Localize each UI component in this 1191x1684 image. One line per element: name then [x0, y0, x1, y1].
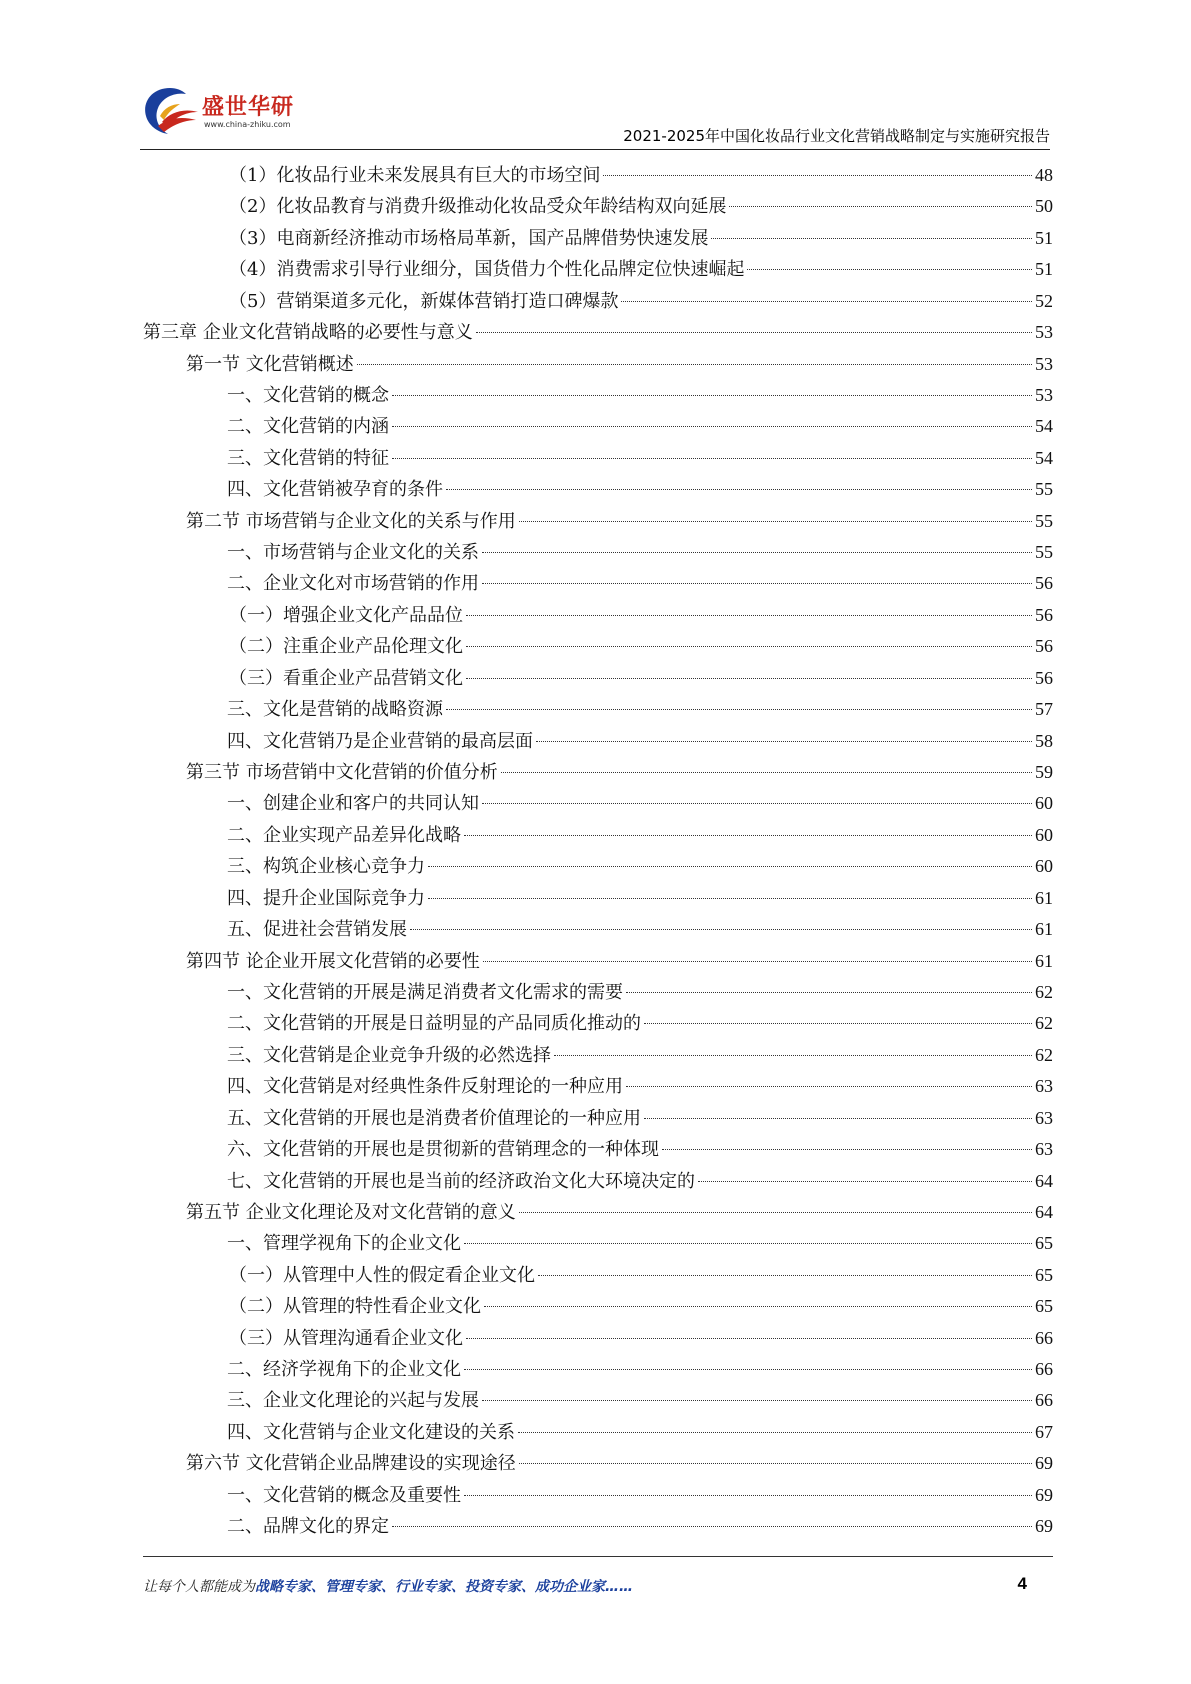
toc-entry-title: 第六节 文化营销企业品牌建设的实现途径 [186, 1453, 516, 1475]
toc-entry[interactable] [143, 820, 1053, 851]
toc-entry[interactable] [143, 1417, 1053, 1448]
toc-entry-title: 四、文化营销是对经典性条件反射理论的一种应用 [227, 1076, 623, 1098]
toc-entry-title: （一）增强企业文化产品品位 [229, 604, 463, 626]
toc-dot-leader [464, 1369, 1032, 1370]
toc-entry[interactable] [143, 1511, 1053, 1542]
toc-entry-page: 51 [1035, 227, 1053, 248]
toc-entry[interactable] [143, 883, 1053, 914]
toc-dot-leader [482, 552, 1032, 553]
toc-entry-page: 62 [1035, 1013, 1053, 1034]
toc-dot-leader [662, 1149, 1032, 1150]
toc-entry[interactable] [143, 1385, 1053, 1416]
toc-entry[interactable] [143, 568, 1053, 599]
toc-entry-title: 一、文化营销的概念 [227, 384, 389, 406]
footer-divider [143, 1556, 1053, 1557]
toc-entry[interactable] [143, 474, 1053, 505]
footer-slogan [143, 1576, 633, 1596]
toc-entry[interactable] [143, 1134, 1053, 1165]
toc-entry[interactable] [143, 349, 1053, 380]
toc-entry[interactable] [143, 631, 1053, 662]
toc-entry-title: 一、创建企业和客户的共同认知 [227, 793, 479, 815]
toc-dot-leader [519, 1212, 1032, 1213]
toc-dot-leader [446, 489, 1032, 490]
toc-entry-page: 55 [1035, 479, 1053, 500]
toc-dot-leader [392, 1526, 1032, 1527]
toc-entry-page: 67 [1035, 1421, 1053, 1442]
toc-dot-leader [536, 741, 1032, 742]
toc-dot-leader [357, 364, 1032, 365]
toc-entry-page: 63 [1035, 1139, 1053, 1160]
toc-entry-title: 一、文化营销的概念及重要性 [227, 1484, 461, 1506]
toc-entry-title: 二、经济学视角下的企业文化 [227, 1359, 461, 1381]
toc-entry[interactable] [143, 1103, 1053, 1134]
toc-entry-title: 四、文化营销与企业文化建设的关系 [227, 1421, 515, 1443]
toc-entry[interactable] [143, 1448, 1053, 1479]
toc-dot-leader [466, 646, 1032, 647]
toc-entry[interactable] [143, 1166, 1053, 1197]
page-number: 4 [1017, 1574, 1027, 1593]
toc-entry-page: 65 [1035, 1264, 1053, 1285]
header-divider [140, 149, 1050, 150]
toc-entry-page: 64 [1035, 1201, 1053, 1222]
toc-dot-leader [484, 1306, 1032, 1307]
toc-dot-leader [518, 1432, 1032, 1433]
slogan-prefix: 让每个人都能成为 [143, 1579, 255, 1595]
toc-entry[interactable] [143, 1040, 1053, 1071]
toc-entry-page: 55 [1035, 510, 1053, 531]
toc-entry[interactable] [143, 380, 1053, 411]
toc-dot-leader [464, 835, 1032, 836]
toc-entry-page: 53 [1035, 353, 1053, 374]
toc-entry-page: 66 [1035, 1390, 1053, 1411]
toc-dot-leader [554, 1055, 1032, 1056]
toc-entry-title: 一、市场营销与企业文化的关系 [227, 542, 479, 564]
toc-entry-title: 五、文化营销的开展也是消费者价值理论的一种应用 [227, 1107, 641, 1129]
toc-entry-page: 60 [1035, 824, 1053, 845]
document-title: 2021-2025年中国化妆品行业文化营销战略制定与实施研究报告 [623, 127, 1050, 145]
toc-entry[interactable] [143, 914, 1053, 945]
toc-dot-leader [466, 615, 1032, 616]
toc-entry-page: 52 [1035, 290, 1053, 311]
toc-dot-leader [410, 929, 1032, 930]
toc-entry[interactable] [143, 254, 1053, 285]
table-of-contents [143, 160, 1053, 1543]
toc-entry-title: 第三节 市场营销中文化营销的价值分析 [186, 762, 498, 784]
toc-entry-page: 69 [1035, 1516, 1053, 1537]
toc-entry-page: 57 [1035, 699, 1053, 720]
toc-entry-page: 50 [1035, 196, 1053, 217]
toc-entry-title: （三）看重企业产品营销文化 [229, 667, 463, 689]
toc-entry-title: （二）注重企业产品伦理文化 [229, 636, 463, 658]
toc-entry-title: 四、文化营销被孕育的条件 [227, 479, 443, 501]
toc-entry-title: （5）营销渠道多元化，新媒体营销打造口碑爆款 [229, 290, 619, 312]
toc-entry-page: 54 [1035, 416, 1053, 437]
toc-entry-page: 64 [1035, 1170, 1053, 1191]
logo-name: 盛世华研 [202, 95, 295, 120]
toc-entry-title: 二、文化营销的开展是日益明显的产品同质化推动的 [227, 1013, 641, 1035]
toc-entry-page: 51 [1035, 259, 1053, 280]
toc-entry-title: 一、管理学视角下的企业文化 [227, 1233, 461, 1255]
toc-dot-leader [644, 1023, 1032, 1024]
toc-entry-title: 三、文化营销的特征 [227, 447, 389, 469]
toc-dot-leader [482, 583, 1032, 584]
company-logo [140, 80, 310, 140]
toc-entry[interactable] [143, 1197, 1053, 1228]
toc-entry-title: （3）电商新经济推动市场格局革新，国产品牌借势快速发展 [229, 227, 709, 249]
toc-entry[interactable] [143, 1291, 1053, 1322]
toc-entry[interactable] [143, 663, 1053, 694]
toc-entry-page: 62 [1035, 981, 1053, 1002]
toc-entry[interactable] [143, 286, 1053, 317]
toc-dot-leader [464, 1495, 1032, 1496]
toc-entry-page: 66 [1035, 1359, 1053, 1380]
toc-dot-leader [392, 426, 1032, 427]
toc-entry[interactable] [143, 788, 1053, 819]
toc-entry-title: （二）从管理的特性看企业文化 [229, 1296, 481, 1318]
toc-entry-page: 60 [1035, 793, 1053, 814]
toc-dot-leader [446, 709, 1032, 710]
page-header [140, 80, 1050, 150]
logo-swoosh-icon [140, 82, 202, 138]
toc-entry-page: 48 [1035, 165, 1053, 185]
toc-entry-title: 三、企业文化理论的兴起与发展 [227, 1390, 479, 1412]
toc-dot-leader [603, 175, 1032, 176]
toc-entry-page: 59 [1035, 762, 1053, 783]
toc-entry-page: 62 [1035, 1044, 1053, 1065]
toc-entry[interactable] [143, 191, 1053, 222]
toc-dot-leader [392, 458, 1032, 459]
toc-entry-title: 四、提升企业国际竞争力 [227, 887, 425, 909]
toc-dot-leader [466, 678, 1032, 679]
toc-dot-leader [501, 772, 1032, 773]
toc-dot-leader [428, 866, 1032, 867]
toc-entry-page: 55 [1035, 542, 1053, 563]
toc-entry[interactable] [143, 443, 1053, 474]
toc-entry-page: 56 [1035, 573, 1053, 594]
toc-entry-title: 第二节 市场营销与企业文化的关系与作用 [186, 510, 516, 532]
toc-entry[interactable] [143, 757, 1053, 788]
toc-entry[interactable] [143, 411, 1053, 442]
toc-entry[interactable] [143, 317, 1053, 348]
toc-dot-leader [519, 1463, 1032, 1464]
toc-entry[interactable] [143, 1323, 1053, 1354]
toc-entry-title: 六、文化营销的开展也是贯彻新的营销理念的一种体现 [227, 1139, 659, 1161]
toc-dot-leader [626, 992, 1032, 993]
toc-entry-page: 56 [1035, 636, 1053, 657]
toc-entry-page: 66 [1035, 1327, 1053, 1348]
toc-entry[interactable] [143, 537, 1053, 568]
logo-url: www.china-zhiku.com [204, 120, 291, 129]
toc-entry-page: 61 [1035, 919, 1053, 940]
toc-entry-page: 53 [1035, 322, 1053, 343]
toc-entry-page: 69 [1035, 1453, 1053, 1474]
toc-entry-title: 三、文化营销是企业竞争升级的必然选择 [227, 1044, 551, 1066]
toc-dot-leader [621, 301, 1032, 302]
toc-entry-page: 60 [1035, 856, 1053, 877]
toc-entry-page: 58 [1035, 730, 1053, 751]
toc-entry-title: 四、文化营销乃是企业营销的最高层面 [227, 730, 533, 752]
toc-dot-leader [626, 1086, 1032, 1087]
toc-entry[interactable] [143, 1008, 1053, 1039]
toc-dot-leader [483, 961, 1032, 962]
toc-entry-title: 一、文化营销的开展是满足消费者文化需求的需要 [227, 981, 623, 1003]
toc-entry[interactable] [143, 1071, 1053, 1102]
toc-dot-leader [729, 206, 1032, 207]
toc-dot-leader [464, 1243, 1032, 1244]
toc-entry-page: 65 [1035, 1233, 1053, 1254]
toc-entry-title: 三、构筑企业核心竞争力 [227, 856, 425, 878]
toc-dot-leader [711, 238, 1032, 239]
toc-dot-leader [428, 898, 1032, 899]
toc-entry-page: 53 [1035, 384, 1053, 405]
toc-entry[interactable] [143, 726, 1053, 757]
toc-dot-leader [392, 395, 1032, 396]
toc-dot-leader [466, 1338, 1032, 1339]
toc-dot-leader [698, 1181, 1032, 1182]
toc-entry-title: 第一节 文化营销概述 [186, 353, 354, 375]
toc-entry-title: 二、文化营销的内涵 [227, 416, 389, 438]
toc-entry-page: 61 [1035, 950, 1053, 971]
slogan-highlight: 战略专家、管理专家、行业专家、投资专家、成功企业家…… [255, 1579, 633, 1595]
toc-entry-title: 二、企业实现产品差异化战略 [227, 824, 461, 846]
toc-entry-title: 七、文化营销的开展也是当前的经济政治文化大环境决定的 [227, 1170, 695, 1192]
toc-entry-title: 第三章 企业文化营销战略的必要性与意义 [143, 322, 473, 344]
toc-dot-leader [482, 803, 1032, 804]
toc-entry-title: 第四节 论企业开展文化营销的必要性 [186, 950, 480, 972]
toc-entry-page: 63 [1035, 1107, 1053, 1128]
toc-dot-leader [538, 1275, 1032, 1276]
toc-entry-title: （1）化妆品行业未来发展具有巨大的市场空间 [229, 165, 601, 186]
toc-entry-title: （三）从管理沟通看企业文化 [229, 1327, 463, 1349]
toc-entry-page: 69 [1035, 1484, 1053, 1505]
toc-dot-leader [519, 521, 1032, 522]
toc-entry[interactable] [143, 1354, 1053, 1385]
toc-entry[interactable] [143, 977, 1053, 1008]
toc-entry[interactable] [143, 1480, 1053, 1511]
toc-entry-title: （2）化妆品教育与消费升级推动化妆品受众年龄结构双向延展 [229, 196, 727, 218]
toc-entry[interactable] [143, 851, 1053, 882]
toc-entry-page: 65 [1035, 1296, 1053, 1317]
toc-entry-title: 三、文化是营销的战略资源 [227, 699, 443, 721]
toc-entry[interactable] [143, 506, 1053, 537]
toc-entry[interactable] [143, 223, 1053, 254]
toc-entry-title: 五、促进社会营销发展 [227, 919, 407, 941]
toc-entry-page: 56 [1035, 667, 1053, 688]
toc-entry-title: （一）从管理中人性的假定看企业文化 [229, 1264, 535, 1286]
toc-entry[interactable] [143, 160, 1053, 191]
toc-entry-title: 二、企业文化对市场营销的作用 [227, 573, 479, 595]
toc-entry[interactable] [143, 1260, 1053, 1291]
toc-entry-page: 63 [1035, 1076, 1053, 1097]
toc-entry[interactable] [143, 694, 1053, 725]
toc-entry-page: 56 [1035, 604, 1053, 625]
toc-dot-leader [476, 332, 1032, 333]
toc-entry-title: 二、品牌文化的界定 [227, 1516, 389, 1538]
toc-entry-title: 第五节 企业文化理论及对文化营销的意义 [186, 1201, 516, 1223]
toc-entry[interactable] [143, 946, 1053, 977]
toc-entry-title: （4）消费需求引导行业细分，国货借力个性化品牌定位快速崛起 [229, 259, 745, 281]
toc-entry-page: 61 [1035, 887, 1053, 908]
toc-dot-leader [644, 1118, 1032, 1119]
toc-dot-leader [747, 269, 1032, 270]
toc-dot-leader [482, 1400, 1032, 1401]
toc-entry[interactable] [143, 1228, 1053, 1259]
toc-entry[interactable] [143, 600, 1053, 631]
toc-entry-page: 54 [1035, 447, 1053, 468]
page-footer [143, 1576, 1053, 1600]
